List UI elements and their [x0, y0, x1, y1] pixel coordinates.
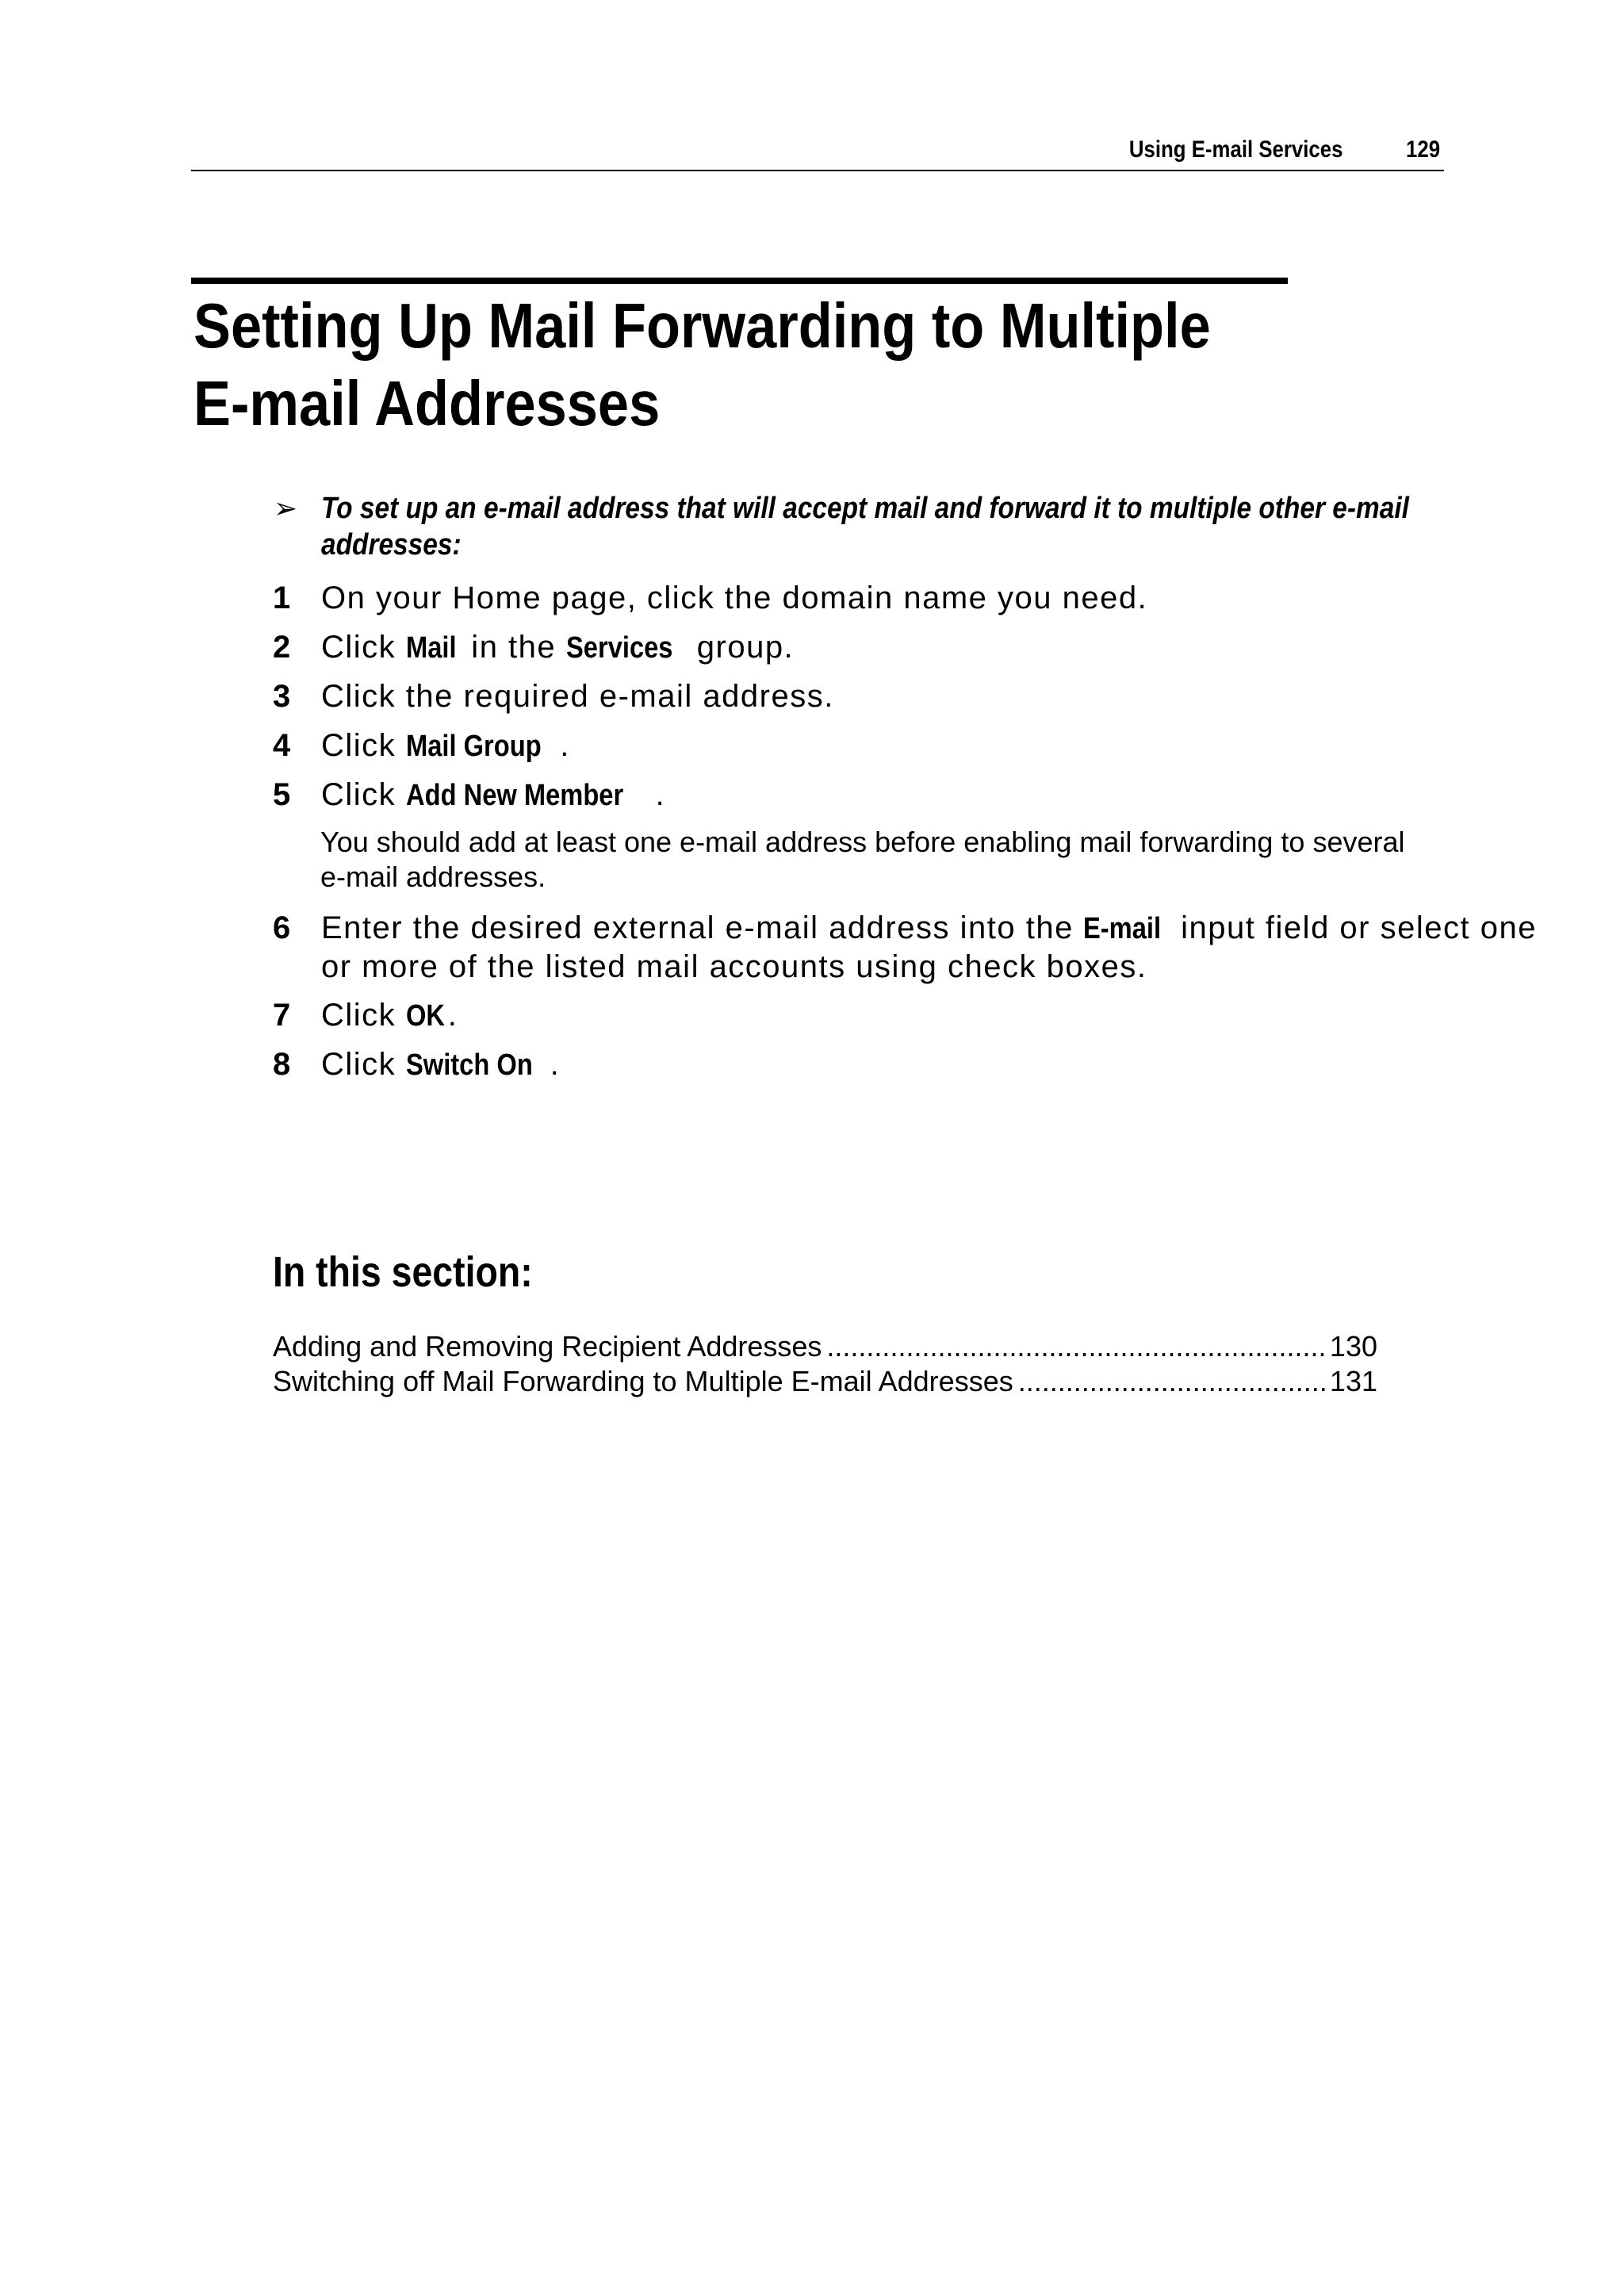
toc-entry-title[interactable]: Switching off Mail Forwarding to Multiple E-mail Addresses — [273, 1365, 1013, 1397]
ui-label-mail: Mail — [405, 631, 457, 665]
title-rule — [191, 278, 1288, 284]
step-number: 4 — [273, 728, 291, 763]
ui-label-services: Services — [565, 631, 673, 665]
step-text: Click OK. — [321, 996, 1558, 1035]
step-note: You should add at least one e-mail address before enabling mail forwarding to several e-mail addresses. — [320, 826, 1405, 893]
ui-label-add-new-member: Add New Member — [405, 779, 623, 812]
step-number: 6 — [273, 910, 291, 945]
running-header — [191, 136, 1444, 171]
toc-entry-page[interactable]: 131 — [1329, 1365, 1377, 1397]
header-page-number: 129 — [1405, 136, 1440, 163]
step-number: 3 — [273, 679, 291, 714]
arrow-bullet-icon: ➢ — [274, 492, 298, 524]
ui-label-switch-on: Switch On — [405, 1048, 533, 1082]
toc-entry[interactable] — [273, 1329, 1377, 1364]
header-section-title: Using E-mail Services — [1128, 136, 1342, 163]
ui-label-ok: OK — [405, 999, 445, 1033]
step-text: Click Add New Member . — [321, 776, 1558, 815]
step-text: Click the required e-mail address. — [321, 679, 834, 714]
step-text: Click Mail Group . — [321, 726, 1558, 765]
step-text: On your Home page, click the domain name you need. — [321, 581, 1148, 615]
step-number: 5 — [273, 777, 291, 812]
step-number: 2 — [273, 630, 291, 665]
section-toc — [273, 1329, 1377, 1399]
ui-label-email-field: E-mail — [1083, 912, 1162, 945]
toc-entry-title[interactable]: Adding and Removing Recipient Addresses — [273, 1330, 822, 1363]
page-title: Setting Up Mail Forwarding to Multiple E-mail Addresses — [193, 290, 1211, 439]
step-text: Click Switch On . — [321, 1045, 1558, 1084]
step-number: 1 — [273, 581, 291, 615]
toc-entry-page[interactable]: 130 — [1329, 1330, 1377, 1363]
toc-leader-dots — [826, 1329, 1325, 1364]
step-text: Enter the desired external e-mail address into the E-mail input field or select one or more of the listed mail accounts using check boxes. — [321, 910, 1537, 984]
step-text: Click Mail in the Services group. — [321, 628, 1558, 667]
in-this-section-heading: In this section: — [273, 1248, 533, 1296]
toc-leader-dots — [1018, 1364, 1325, 1399]
step-number: 7 — [273, 998, 291, 1033]
ui-label-mail-group: Mail Group — [405, 730, 542, 763]
step-number: 8 — [273, 1047, 291, 1082]
toc-entry[interactable] — [273, 1364, 1377, 1399]
procedure-intro: To set up an e-mail address that will accept mail and forward it to multiple other e-mail addresses: — [321, 492, 1409, 562]
